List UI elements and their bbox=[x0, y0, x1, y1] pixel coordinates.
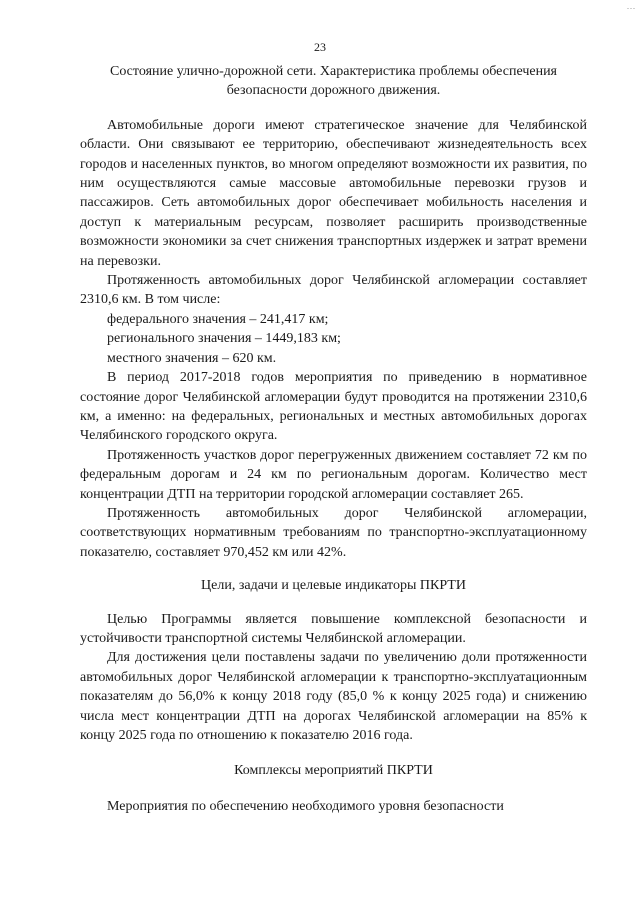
list-item-local: местного значения – 620 км. bbox=[107, 350, 277, 366]
section-heading-road-network: Состояние улично-дорожной сети. Характеристика проблемы обеспечения безопасности дорожного движения. bbox=[110, 64, 557, 99]
list-item-federal: федерального значения – 241,417 км; bbox=[107, 311, 329, 327]
section-heading-measures: Комплексы мероприятий ПКРТИ bbox=[234, 763, 433, 779]
page-number: 23 bbox=[314, 40, 326, 54]
paragraph-program-goal: Целью Программы является повышение комплексной безопасности и устойчивости транспортной системы Челябинской агломерации. bbox=[80, 611, 587, 646]
paragraph-roads-importance: Автомобильные дороги имеют стратегическое значение для Челябинской области. Они связывают ее территорию, обеспечивают жизнедеятельность всех городов и населенных пунктов, во многом определяют возможности их развития, по ним осуществляются самые массовые автомобильные перевозки грузов и пассажиров. Сеть автомобильных дорог обеспечивает мобильность населения и доступ к материальным ресурсам, позволяет расширить производственные возможности экономики за счет снижения транспортных издержек и затрат времени на перевозки. bbox=[80, 117, 587, 269]
paragraph-congested-roads: Протяженность участков дорог перегруженных движением составляет 72 км по федеральным дорогам и 24 км по региональным дорогам. Количество мест концентрации ДТП на территории городской агломерации составляет 265. bbox=[80, 447, 587, 502]
document-body bbox=[80, 62, 587, 816]
list-item-regional: регионального значения – 1449,183 км; bbox=[107, 331, 341, 347]
paragraph-period-2017-2018: В период 2017-2018 годов мероприятия по приведению в нормативное состояние дорог Челябинской агломерации будут проводится на протяжении 2310,6 км, а именно: на федеральных, региональных и местных автомобильных дорогах Челябинского городского округа. bbox=[80, 370, 587, 444]
paragraph-tasks: Для достижения цели поставлены задачи по увеличению доли протяженности автомобильных дорог Челябинской агломерации к транспортно-эксплуатационным показателям до 56,0% к концу 2018 году (85,0 % к концу 2025 года) и снижению числа мест концентрации ДТП на дорогах Челябинской агломерации на 85% к концу 2025 года по отношению к показателю 2016 года. bbox=[80, 650, 587, 743]
corner-mark: ... bbox=[627, 2, 636, 11]
section-heading-goals: Цели, задачи и целевые индикаторы ПКРТИ bbox=[201, 578, 466, 594]
paragraph-road-length: Протяженность автомобильных дорог Челябинской агломерации составляет 2310,6 км. В том числе: bbox=[80, 273, 587, 308]
paragraph-normative-roads: Протяженность автомобильных дорог Челябинской агломерации, соответствующих нормативным требованиям по транспортно-эксплуатационному показателю, составляет 970,452 км или 42%. bbox=[80, 505, 587, 560]
paragraph-measures: Мероприятия по обеспечению необходимого уровня безопасности bbox=[107, 798, 504, 814]
